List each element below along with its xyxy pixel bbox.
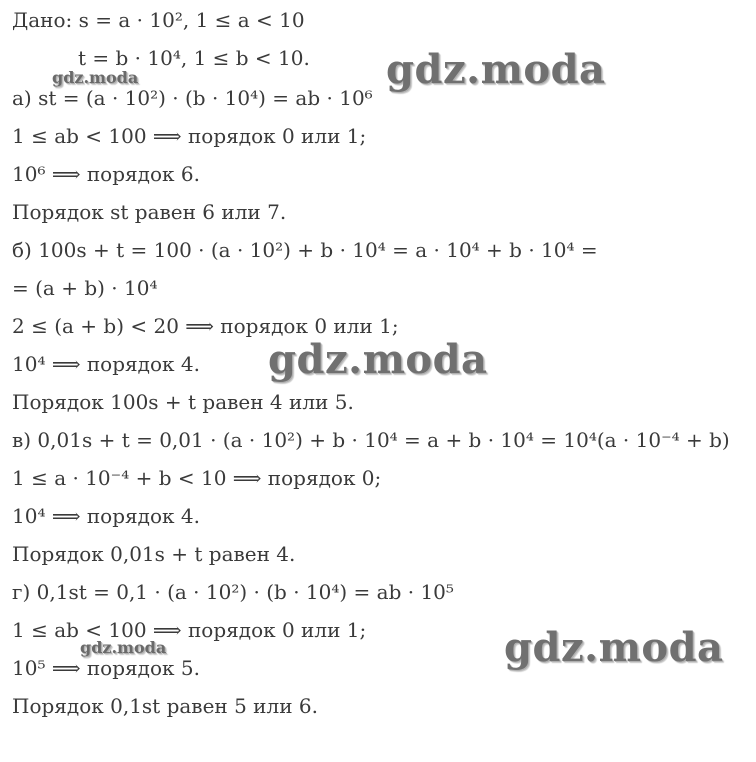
watermark-logo-1: gdz.moda [386,46,606,93]
part-a-range: 1 ≤ ab < 100 ⟹ порядок 0 или 1; [12,124,367,148]
part-v-range: 1 ≤ a · 10⁻⁴ + b < 10 ⟹ порядок 0; [12,466,382,490]
watermark-logo-3: gdz.moda [504,624,724,671]
part-b-power: 10⁴ ⟹ порядок 4. [12,352,200,376]
part-g-power: 10⁵ ⟹ порядок 5. [12,656,200,680]
watermark-logo-small-2: gdz.moda [80,638,167,657]
part-g-conclusion: Порядок 0,1st равен 5 или 6. [12,694,318,718]
part-a-power: 10⁶ ⟹ порядок 6. [12,162,200,186]
part-b-equation-cont: = (a + b) · 10⁴ [12,276,158,300]
part-a-conclusion: Порядок st равен 6 или 7. [12,200,287,224]
part-b-equation: б) 100s + t = 100 · (a · 10²) + b · 10⁴ = a · 10⁴ + b · 10⁴ = [12,238,598,262]
part-a-equation: а) st = (a · 10²) · (b · 10⁴) = ab · 10⁶ [12,86,373,110]
part-v-equation: в) 0,01s + t = 0,01 · (a · 10²) + b · 10⁴ = a + b · 10⁴ = 10⁴(a · 10⁻⁴ + b) [12,428,730,452]
part-v-power: 10⁴ ⟹ порядок 4. [12,504,200,528]
given-line-1: Дано: s = a · 10², 1 ≤ a < 10 [12,8,305,32]
watermark-logo-small-1: gdz.moda [52,68,139,87]
part-b-range: 2 ≤ (a + b) < 20 ⟹ порядок 0 или 1; [12,314,399,338]
part-g-range: 1 ≤ ab < 100 ⟹ порядок 0 или 1; [12,618,367,642]
part-b-conclusion: Порядок 100s + t равен 4 или 5. [12,390,354,414]
part-v-conclusion: Порядок 0,01s + t равен 4. [12,542,296,566]
given-line-2: t = b · 10⁴, 1 ≤ b < 10. [78,46,310,70]
watermark-logo-2: gdz.moda [268,336,488,383]
part-g-equation: г) 0,1st = 0,1 · (a · 10²) · (b · 10⁴) = ab · 10⁵ [12,580,454,604]
